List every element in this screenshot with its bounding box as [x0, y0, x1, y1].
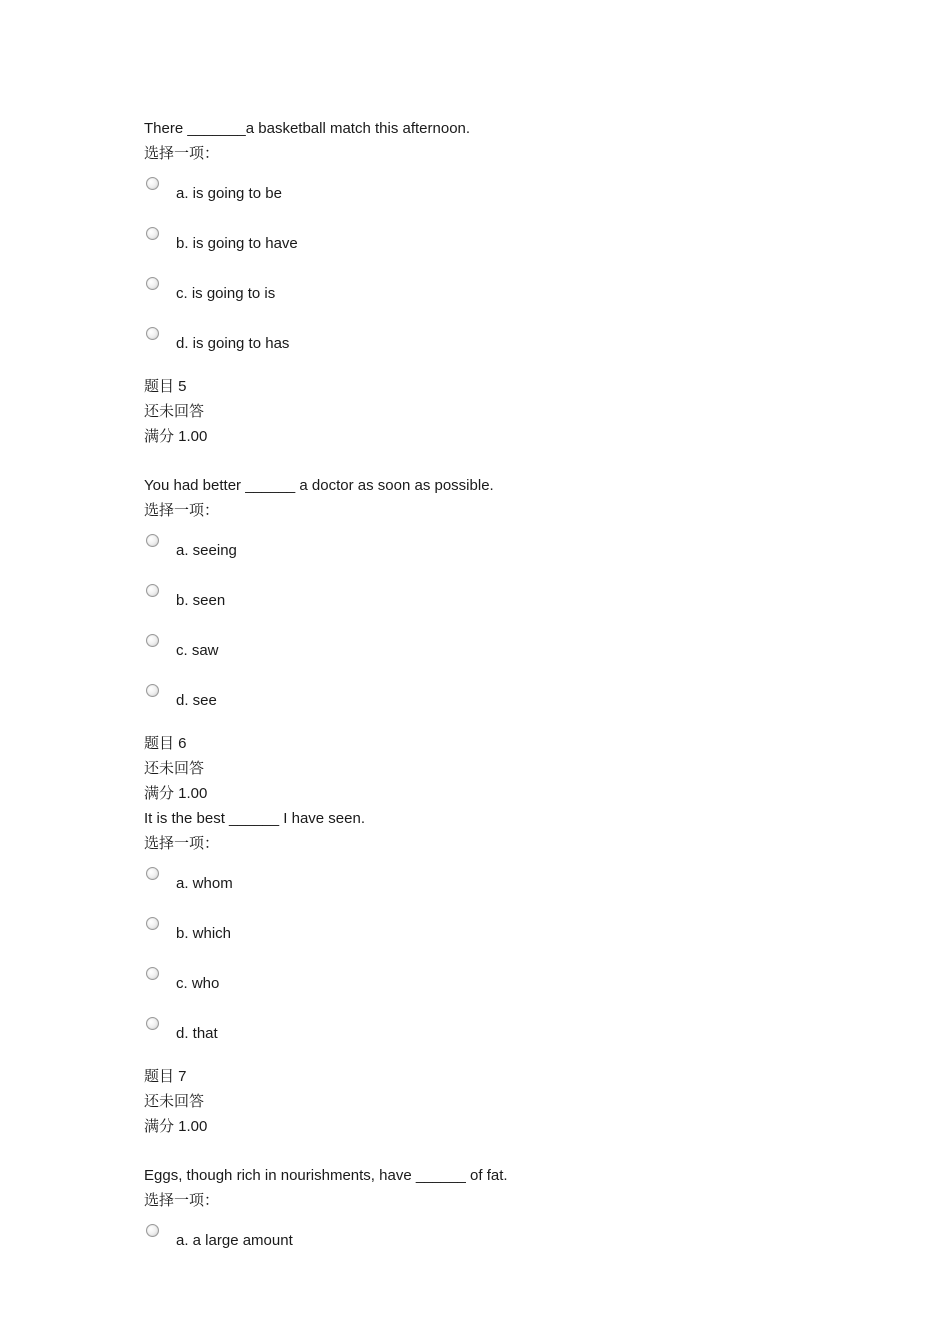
radio-button[interactable]	[146, 967, 159, 980]
radio-button[interactable]	[146, 534, 159, 547]
question-prompt: Eggs, though rich in nourishments, have ______ of fat.	[144, 1167, 508, 1184]
question-number: 题目 5	[144, 378, 187, 395]
option-label: b. seen	[176, 592, 226, 609]
option-label: a. whom	[176, 875, 233, 892]
question-status: 还未回答	[144, 403, 205, 420]
quiz-page	[144, 116, 844, 1263]
answer-option[interactable]	[144, 316, 844, 366]
radio-button[interactable]	[146, 277, 159, 290]
radio-button[interactable]	[146, 1017, 159, 1030]
radio-button[interactable]	[146, 917, 159, 930]
answer-option[interactable]	[144, 623, 844, 673]
question-block	[144, 1064, 844, 1263]
answer-option[interactable]	[144, 673, 844, 723]
radio-button[interactable]	[146, 584, 159, 597]
answer-option[interactable]	[144, 573, 844, 623]
answer-option[interactable]	[144, 166, 844, 216]
radio-button[interactable]	[146, 177, 159, 190]
answer-option[interactable]	[144, 956, 844, 1006]
answer-option[interactable]	[144, 523, 844, 573]
option-label: a. is going to be	[176, 185, 282, 202]
choose-one-label: 选择一项：	[144, 502, 220, 519]
option-label: d. see	[176, 692, 217, 709]
answer-options	[144, 1213, 844, 1263]
choose-one-label: 选择一项：	[144, 1192, 220, 1209]
option-label: d. that	[176, 1025, 218, 1042]
radio-button[interactable]	[146, 227, 159, 240]
answer-option[interactable]	[144, 1213, 844, 1263]
option-label: c. is going to is	[176, 285, 276, 302]
answer-option[interactable]	[144, 216, 844, 266]
question-number: 题目 7	[144, 1068, 187, 1085]
option-label: a. seeing	[176, 542, 237, 559]
radio-button[interactable]	[146, 327, 159, 340]
question-prompt: There _______a basketball match this afternoon.	[144, 120, 471, 137]
question-score: 满分 1.00	[144, 1118, 208, 1135]
option-label: b. is going to have	[176, 235, 298, 252]
answer-option[interactable]	[144, 906, 844, 956]
radio-button[interactable]	[146, 1224, 159, 1237]
choose-one-label: 选择一项：	[144, 145, 220, 162]
question-status: 还未回答	[144, 760, 205, 777]
question-block	[144, 374, 844, 723]
answer-options	[144, 856, 844, 1056]
question-score: 满分 1.00	[144, 785, 208, 802]
question-number: 题目 6	[144, 735, 187, 752]
answer-options	[144, 523, 844, 723]
answer-option[interactable]	[144, 266, 844, 316]
radio-button[interactable]	[146, 634, 159, 647]
option-label: b. which	[176, 925, 232, 942]
question-status: 还未回答	[144, 1093, 205, 1110]
radio-button[interactable]	[146, 867, 159, 880]
question-score: 满分 1.00	[144, 428, 208, 445]
question-block	[144, 116, 844, 366]
question-prompt: You had better ______ a doctor as soon as possible.	[144, 477, 494, 494]
option-label: a. a large amount	[176, 1232, 293, 1249]
question-prompt: It is the best ______ I have seen.	[144, 810, 365, 827]
option-label: c. who	[176, 975, 220, 992]
option-label: d. is going to has	[176, 335, 290, 352]
choose-one-label: 选择一项：	[144, 835, 220, 852]
answer-option[interactable]	[144, 856, 844, 906]
answer-options	[144, 166, 844, 366]
answer-option[interactable]	[144, 1006, 844, 1056]
option-label: c. saw	[176, 642, 219, 659]
question-block	[144, 731, 844, 1056]
radio-button[interactable]	[146, 684, 159, 697]
